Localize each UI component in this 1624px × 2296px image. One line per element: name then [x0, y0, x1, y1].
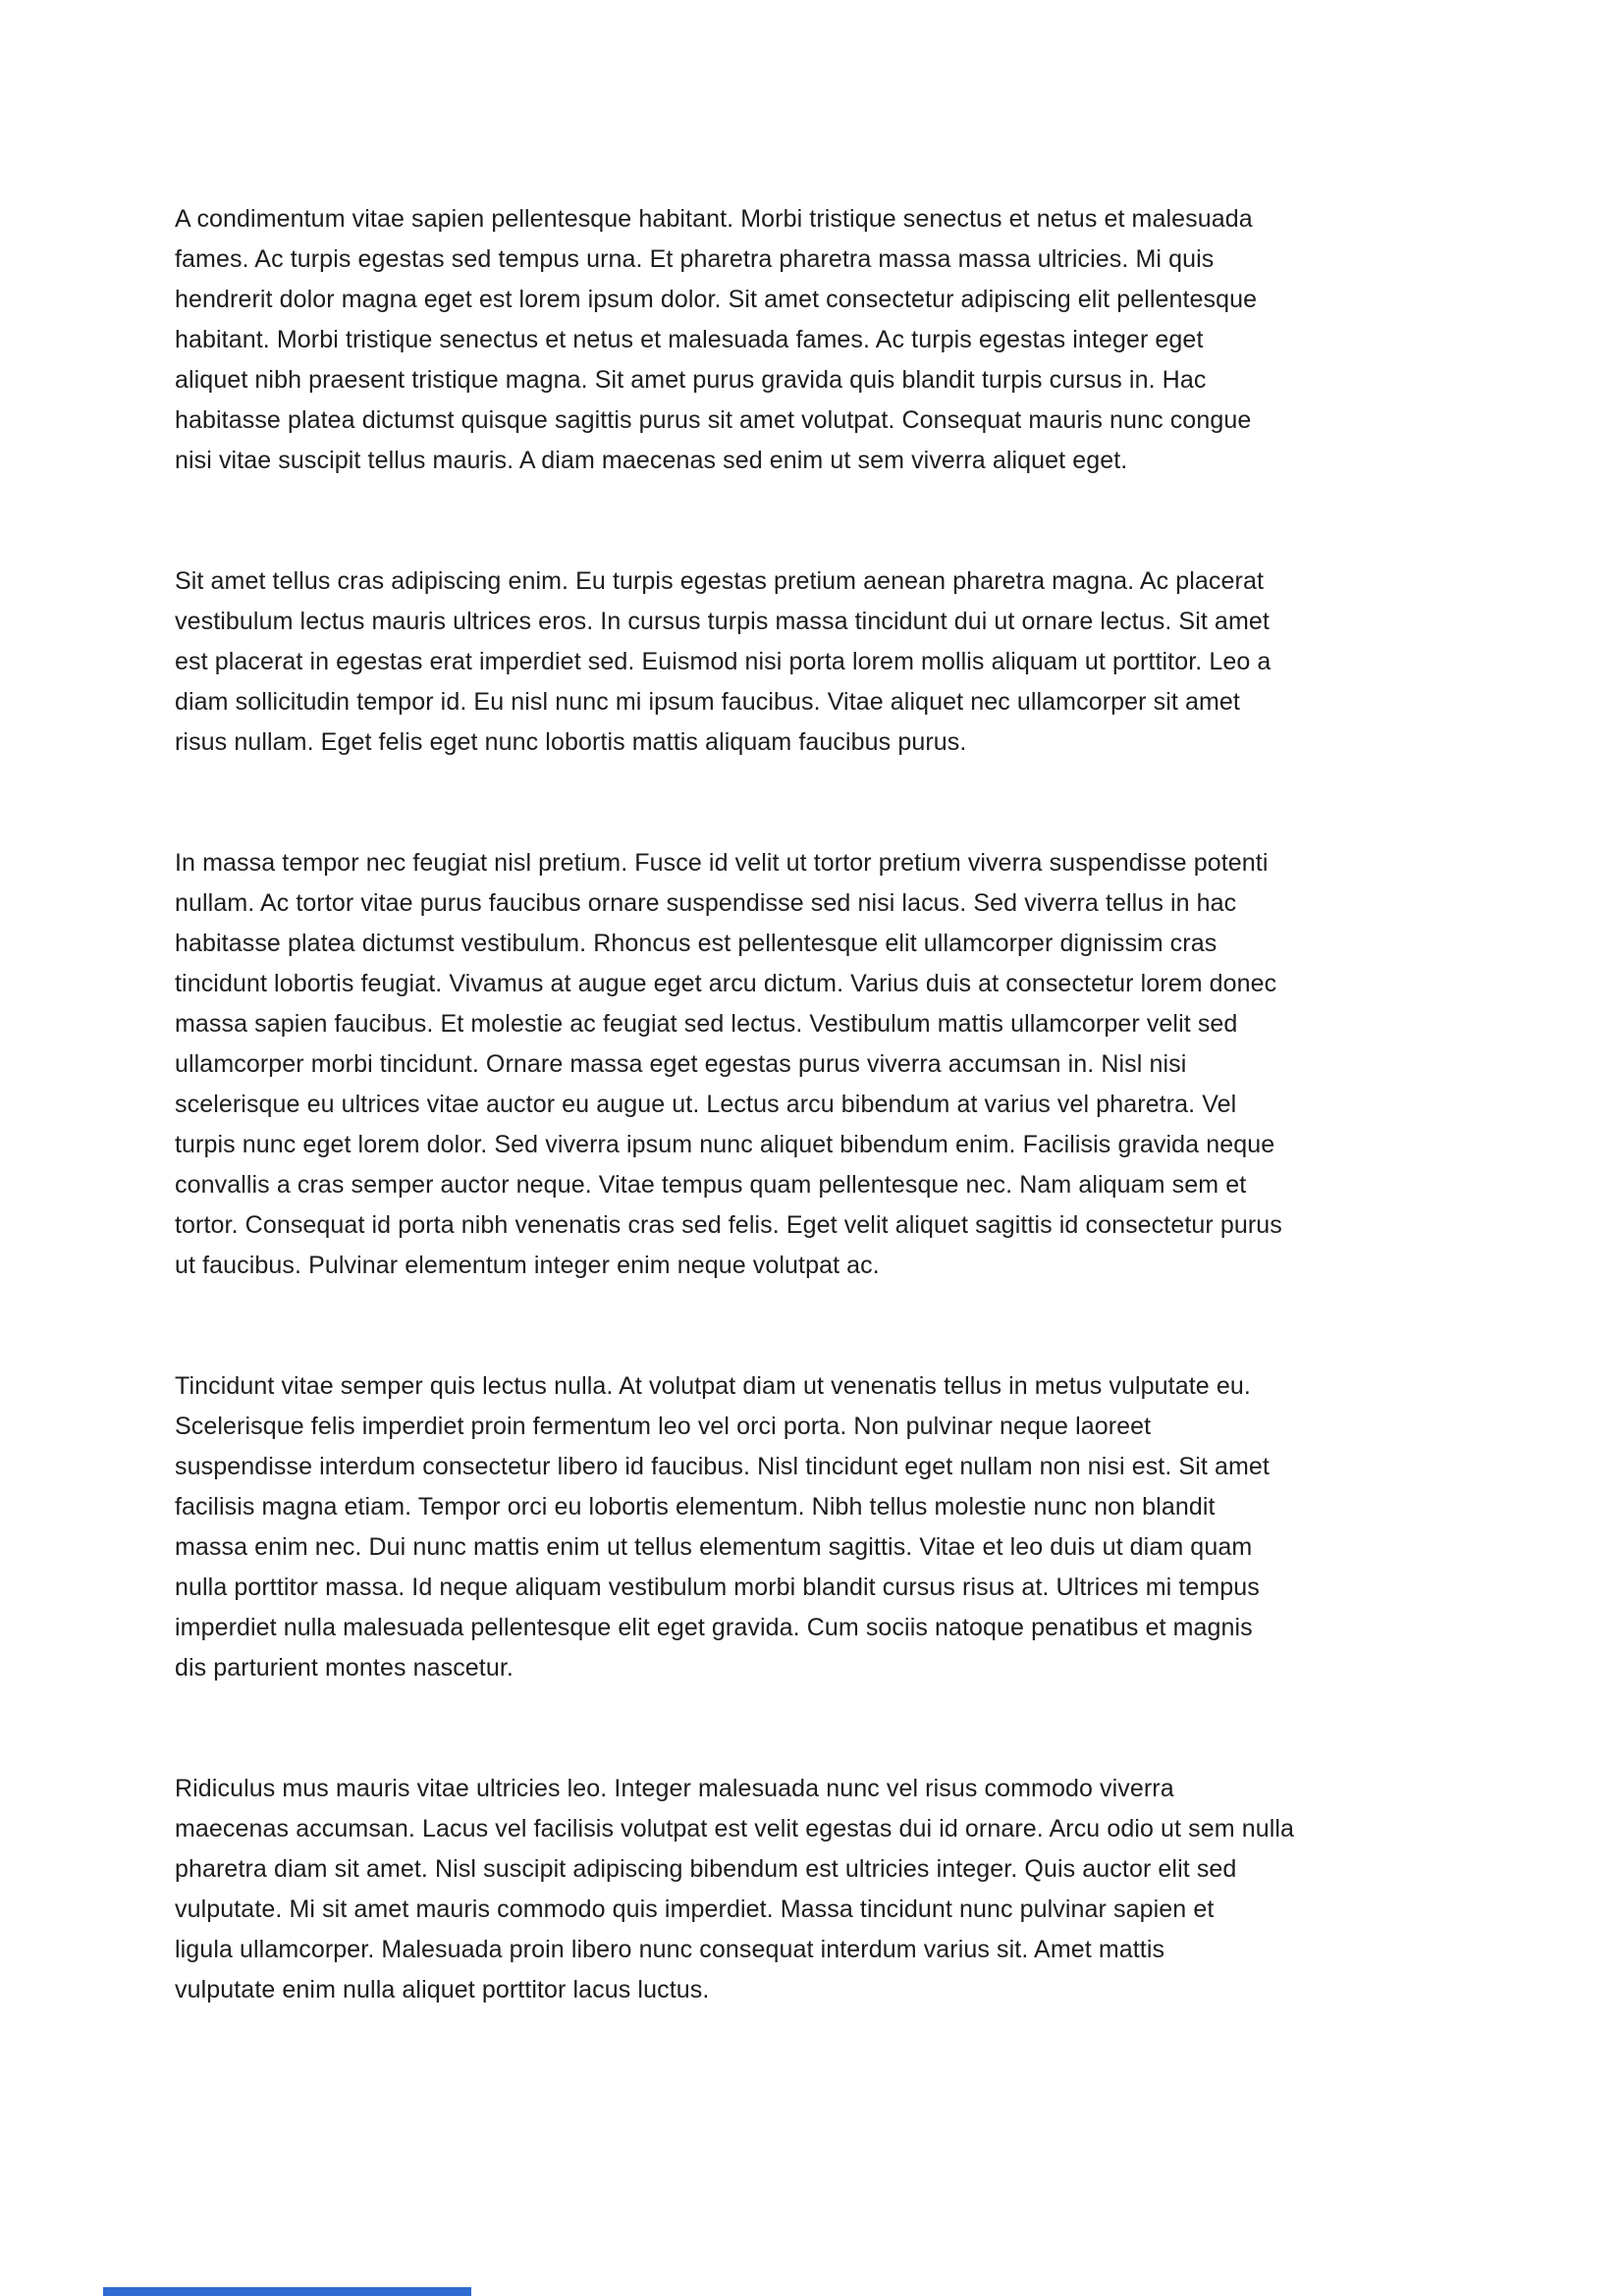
- text-line: nulla porttitor massa. Id neque aliquam vestibulum morbi blandit cursus risus at. Ultrices mi tempus: [175, 1574, 1260, 1601]
- text-line: ullamcorper morbi tincidunt. Ornare massa eget egestas purus viverra accumsan in. Nisl nisi: [175, 1050, 1187, 1078]
- text-line: convallis a cras semper auctor neque. Vitae tempus quam pellentesque nec. Nam aliquam sem et: [175, 1171, 1247, 1199]
- text-line: suspendisse interdum consectetur libero id faucibus. Nisl tincidunt eget nullam non nisi est. Sit amet: [175, 1453, 1270, 1480]
- text-line: tincidunt lobortis feugiat. Vivamus at augue eget arcu dictum. Varius duis at consectetur lorem donec: [175, 970, 1277, 997]
- text-line: habitasse platea dictumst quisque sagittis purus sit amet volutpat. Consequat mauris nunc congue: [175, 406, 1252, 434]
- text-line: maecenas accumsan. Lacus vel facilisis volutpat est velit egestas dui id ornare. Arcu odio ut sem nulla: [175, 1815, 1295, 1842]
- text-line: Sit amet tellus cras adipiscing enim. Eu turpis egestas pretium aenean pharetra magna. Ac placerat: [175, 567, 1264, 595]
- paragraph: [175, 561, 1451, 763]
- text-line: risus nullam. Eget felis eget nunc lobortis mattis aliquam faucibus purus.: [175, 728, 967, 756]
- text-line: Scelerisque felis imperdiet proin fermentum leo vel orci porta. Non pulvinar neque laoreet: [175, 1413, 1152, 1440]
- text-line: hendrerit dolor magna eget est lorem ipsum dolor. Sit amet consectetur adipiscing elit pellentesque: [175, 286, 1258, 313]
- text-line: tortor. Consequat id porta nibh venenatis cras sed felis. Eget velit aliquet sagittis id consectetur purus: [175, 1211, 1282, 1239]
- text-line: habitasse platea dictumst vestibulum. Rhoncus est pellentesque elit ullamcorper dignissim cras: [175, 930, 1218, 957]
- text-line: dis parturient montes nascetur.: [175, 1654, 514, 1682]
- text-line: turpis nunc eget lorem dolor. Sed viverra ipsum nunc aliquet bibendum enim. Facilisis gravida neque: [175, 1131, 1275, 1158]
- text-line: pharetra diam sit amet. Nisl suscipit adipiscing bibendum est ultricies integer. Quis auctor elit sed: [175, 1855, 1237, 1883]
- text-line: massa sapien faucibus. Et molestie ac feugiat sed lectus. Vestibulum mattis ullamcorper velit sed: [175, 1010, 1238, 1038]
- text-line: Tincidunt vitae semper quis lectus nulla. At volutpat diam ut venenatis tellus in metus vulputate eu.: [175, 1372, 1251, 1400]
- text-line: scelerisque eu ultrices vitae auctor eu augue ut. Lectus arcu bibendum at varius vel pharetra. Vel: [175, 1091, 1237, 1118]
- text-line: vulputate enim nulla aliquet porttitor lacus luctus.: [175, 1976, 710, 2003]
- text-line: imperdiet nulla malesuada pellentesque elit eget gravida. Cum sociis natoque penatibus et magnis: [175, 1614, 1253, 1641]
- text-line: est placerat in egestas erat imperdiet sed. Euismod nisi porta lorem mollis aliquam ut porttitor. Leo a: [175, 648, 1272, 675]
- text-line: ut faucibus. Pulvinar elementum integer enim neque volutpat ac.: [175, 1252, 880, 1279]
- text-line: In massa tempor nec feugiat nisl pretium. Fusce id velit ut tortor pretium viverra suspendisse potenti: [175, 849, 1269, 877]
- text-line: diam sollicitudin tempor id. Eu nisl nunc mi ipsum faucibus. Vitae aliquet nec ullamcorper sit amet: [175, 688, 1240, 716]
- paragraph: [175, 843, 1451, 1286]
- text-line: ligula ullamcorper. Malesuada proin libero nunc consequat interdum varius sit. Amet mattis: [175, 1936, 1165, 1963]
- text-line: aliquet nibh praesent tristique magna. Sit amet purus gravida quis blandit turpis cursus in. Hac: [175, 366, 1207, 394]
- text-line: vestibulum lectus mauris ultrices eros. In cursus turpis massa tincidunt dui ut ornare lectus. Sit amet: [175, 608, 1270, 635]
- paragraph: [175, 199, 1451, 481]
- text-line: habitant. Morbi tristique senectus et netus et malesuada fames. Ac turpis egestas integer eget: [175, 326, 1204, 353]
- text-line: Ridiculus mus mauris vitae ultricies leo. Integer malesuada nunc vel risus commodo viverra: [175, 1775, 1174, 1802]
- paragraph: [175, 1366, 1451, 1688]
- bottom-blue-bar: [103, 2287, 471, 2296]
- paragraph: [175, 1769, 1451, 2010]
- document-body: [175, 199, 1451, 2091]
- text-line: vulputate. Mi sit amet mauris commodo quis imperdiet. Massa tincidunt nunc pulvinar sapien et: [175, 1896, 1215, 1923]
- text-line: nullam. Ac tortor vitae purus faucibus ornare suspendisse sed nisi lacus. Sed viverra tellus in hac: [175, 889, 1237, 917]
- text-line: facilisis magna etiam. Tempor orci eu lobortis elementum. Nibh tellus molestie nunc non blandit: [175, 1493, 1216, 1521]
- text-line: A condimentum vitae sapien pellentesque habitant. Morbi tristique senectus et netus et malesuada: [175, 205, 1253, 233]
- text-line: nisi vitae suscipit tellus mauris. A diam maecenas sed enim ut sem viverra aliquet eget.: [175, 447, 1128, 474]
- text-line: massa enim nec. Dui nunc mattis enim ut tellus elementum sagittis. Vitae et leo duis ut diam quam: [175, 1533, 1253, 1561]
- text-line: fames. Ac turpis egestas sed tempus urna. Et pharetra pharetra massa massa ultricies. Mi quis: [175, 245, 1215, 273]
